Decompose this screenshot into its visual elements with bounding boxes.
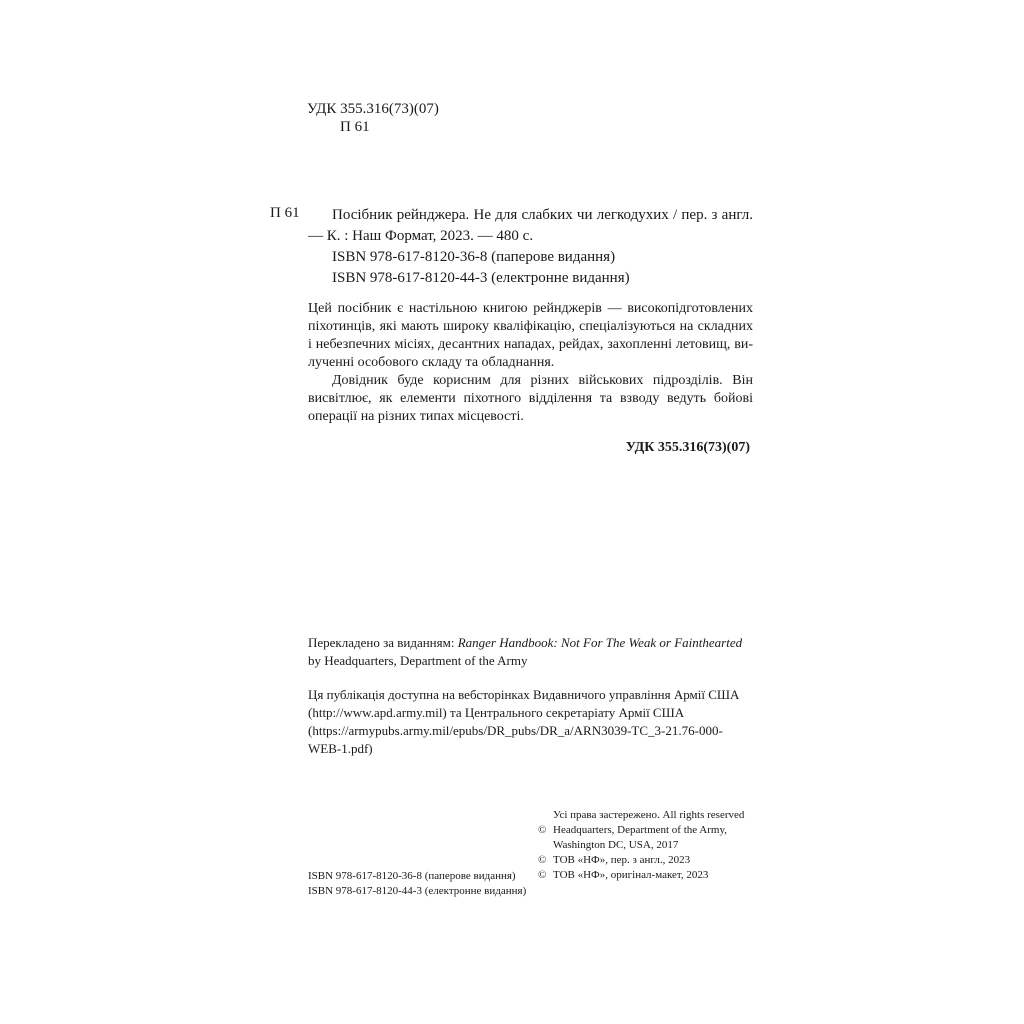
- publication-note: Ця публікація доступна на вебсторінках Видавничого управління Армії США (http://www.apd.army.mil) та Центрального секретаріату Армії США (https://armypubs.army.mil/epubs/DR_pubs/DR_a/ARN3039-TC_3-21.76-000-WEB-1.pdf): [308, 687, 740, 756]
- translation-prefix: Перекладено за виданням:: [308, 635, 458, 650]
- original-title: Ranger Handbook: Not For The Weak or Fainthearted: [457, 635, 743, 650]
- rights-reserved: [538, 808, 753, 823]
- author-mark: П 61: [340, 119, 370, 135]
- annotation: [308, 300, 753, 426]
- bottom-isbn-paper: ISBN 978-617-8120-36-8 (паперове видання): [308, 870, 516, 882]
- catalog-isbn-electronic: ISBN 978-617-8120-44-3 (електронне видання): [332, 270, 630, 286]
- udk-code: УДК 355.316(73)(07): [307, 101, 439, 117]
- bottom-isbn-electronic: ISBN 978-617-8120-44-3 (електронне видання): [308, 885, 527, 897]
- bottom-isbn-list: [308, 869, 526, 899]
- catalog-entry: [308, 205, 753, 289]
- copyright-symbol: ©: [538, 869, 547, 881]
- translation-suffix: by Headquarters, Department of the Army: [308, 653, 528, 668]
- copyright-text-2: ТОВ «НФ», пер. з англ., 2023: [553, 854, 691, 866]
- copyright-block: [538, 808, 753, 883]
- catalog-isbn-paper: ISBN 978-617-8120-36-8 (паперове видання): [332, 249, 616, 265]
- copyright-symbol: ©: [538, 854, 547, 866]
- udk-header: [307, 100, 439, 136]
- copyright-text-1: Headquarters, Department of the Army, Washington DC, USA, 2017: [553, 824, 728, 851]
- catalog-code: П 61: [270, 205, 300, 221]
- annotation-paragraph-1: Цей посібник є настільною книгою рейнджерів — високопідготовлених піхотинців, які мають широку кваліфікацію, спеціалізуються на складних і небезпечних місіях, десантних нападах, рейдах, захопленні летовищ, вилученні особового складу та обладнання.: [308, 301, 753, 370]
- copyright-line-3: [538, 868, 753, 883]
- copyright-line-2: [538, 853, 753, 868]
- rights-reserved-text: Усі права застережено. All rights reserved: [553, 809, 745, 821]
- copyright-line-1: [538, 823, 753, 853]
- catalog-title: Посібник рейнджера. Не для слабких чи легкодухих / пер. з англ. — К. : Наш Формат, 2023. — 480 с.: [308, 207, 753, 244]
- copyright-symbol: ©: [538, 824, 547, 836]
- annotation-paragraph-2: Довідник буде корисним для різних військових підрозділів. Він висвітлює, як елементи піхотного відділення та взводу ведуть бойові операції на різних типах місцевості.: [308, 373, 753, 424]
- copyright-text-3: ТОВ «НФ», оригінал-макет, 2023: [553, 869, 709, 881]
- udk-code-bold: УДК 355.316(73)(07): [625, 440, 750, 455]
- translation-source: [308, 634, 753, 670]
